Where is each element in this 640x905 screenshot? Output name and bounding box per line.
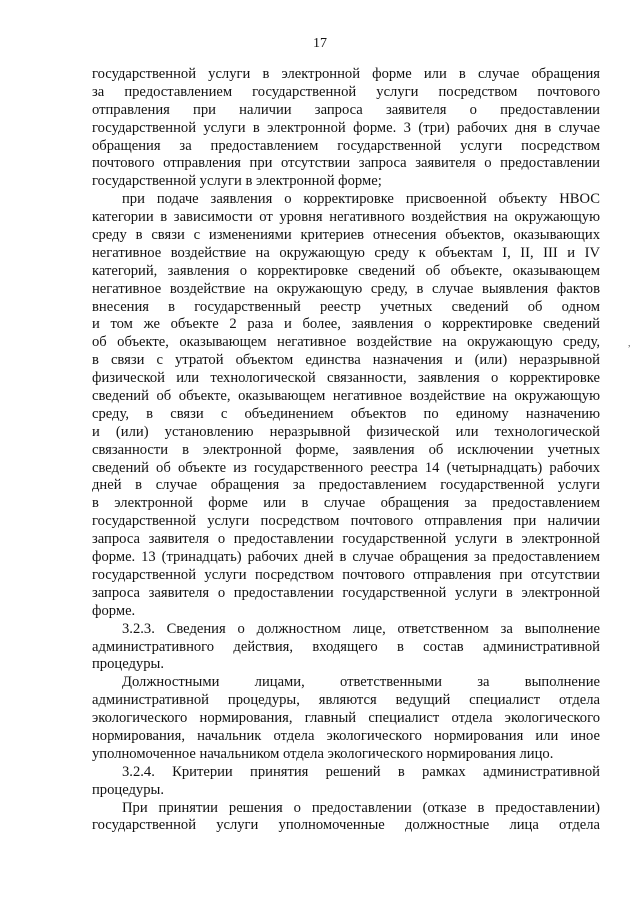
- margin-mark: ,: [628, 338, 631, 349]
- text-line: категорий, заявления о корректировке сведений об объекте, оказывающем: [92, 262, 600, 279]
- text-line: запроса заявителя о предоставлении государственной услуги в электронной: [92, 531, 600, 548]
- text-line: в электронной форме или в случае обращения за предоставлением: [92, 495, 600, 512]
- text-line: форме. 13 (тринадцать) рабочих дней в случае обращения за предоставлением: [92, 549, 600, 566]
- text-line: физической или технологической связанности, заявления о корректировке: [92, 370, 600, 387]
- text-line: административной процедуры, являются ведущий специалист отдела: [92, 692, 600, 709]
- text-line: государственной услуги в электронной форме или в случае обращения: [92, 66, 600, 82]
- text-line: за предоставлением государственной услуги посредством почтового: [92, 83, 600, 100]
- text-line: нормирования, начальник отдела экологического нормирования или иное: [92, 727, 600, 744]
- text-line: государственной услуги в электронной форме. 3 (три) рабочих дня в случае: [92, 119, 600, 136]
- text-line: процедуры.: [92, 781, 164, 798]
- text-line: почтового отправления при отсутствии запроса заявителя о предоставлении: [92, 155, 600, 172]
- text-line: государственной услуги посредством почтового отправления при наличии: [92, 513, 600, 530]
- text-line: негативное воздействие на окружающую среду к объектам I, II, III и IV: [92, 244, 600, 261]
- text-line: 3.2.3. Сведения о должностном лице, ответственном за выполнение: [122, 620, 600, 637]
- text-line: отправления при наличии запроса заявителя о предоставлении: [92, 101, 600, 118]
- text-line: сведений об объекте из государственного реестра 14 (четырнадцать) рабочих: [92, 459, 600, 476]
- text-line: уполномоченное начальником отдела экологического нормирования лицо.: [92, 745, 554, 762]
- text-line: административного действия, входящего в состав административной: [92, 638, 600, 655]
- text-line: и том же объекте 2 раза и более, заявления о корректировке сведений: [92, 316, 600, 333]
- text-line: форме.: [92, 602, 136, 619]
- text-line: в связи с утратой объектом единства назначения и (или) неразрывной: [92, 352, 600, 369]
- text-line: процедуры.: [92, 656, 164, 673]
- text-line: Должностными лицами, ответственными за выполнение: [122, 674, 600, 691]
- page-number: 17: [313, 36, 327, 51]
- text-line: негативное воздействие на окружающую среду, в случае выявления фактов: [92, 280, 600, 297]
- text-line: внесения в государственный реестр учетных сведений об одном: [92, 298, 600, 315]
- text-line: обращения за предоставлением государственной услуги посредством: [92, 137, 600, 154]
- text-line: при подаче заявления о корректировке присвоенной объекту НВОС: [122, 191, 600, 208]
- text-line: связанности в электронной форме, заявления об исключении учетных: [92, 441, 600, 458]
- document-body: [92, 66, 600, 835]
- text-line: государственной услуги в электронной форме;: [92, 173, 382, 190]
- text-line: и (или) установлению неразрывной физической или технологической: [92, 423, 600, 440]
- text-line: 3.2.4. Критерии принятия решений в рамках административной: [122, 763, 600, 780]
- text-line: При принятии решения о предоставлении (отказе в предоставлении): [122, 799, 600, 816]
- text-line: категории в зависимости от уровня негативного воздействия на окружающую: [92, 209, 600, 226]
- text-line: среду, в связи с объединением объектов по единому назначению: [92, 405, 600, 422]
- text-line: дней в случае обращения за предоставлением государственной услуги: [92, 477, 600, 494]
- text-line: экологического нормирования, главный специалист отдела экологического: [92, 710, 600, 727]
- text-line: государственной услуги посредством почтового отправления при отсутствии: [92, 566, 600, 583]
- text-line: запроса заявителя о предоставлении государственной услуги в электронной: [92, 584, 600, 601]
- text-line: государственной услуги уполномоченные должностные лица отдела: [92, 817, 600, 834]
- text-line: среду в связи с изменениями критериев отнесения объектов, оказывающих: [92, 227, 600, 244]
- text-line: об объекте, оказывающем негативное воздействие на окружающую среду,: [92, 334, 600, 351]
- text-line: сведений об объекте, оказывающем негативное воздействие на окружающую: [92, 388, 600, 405]
